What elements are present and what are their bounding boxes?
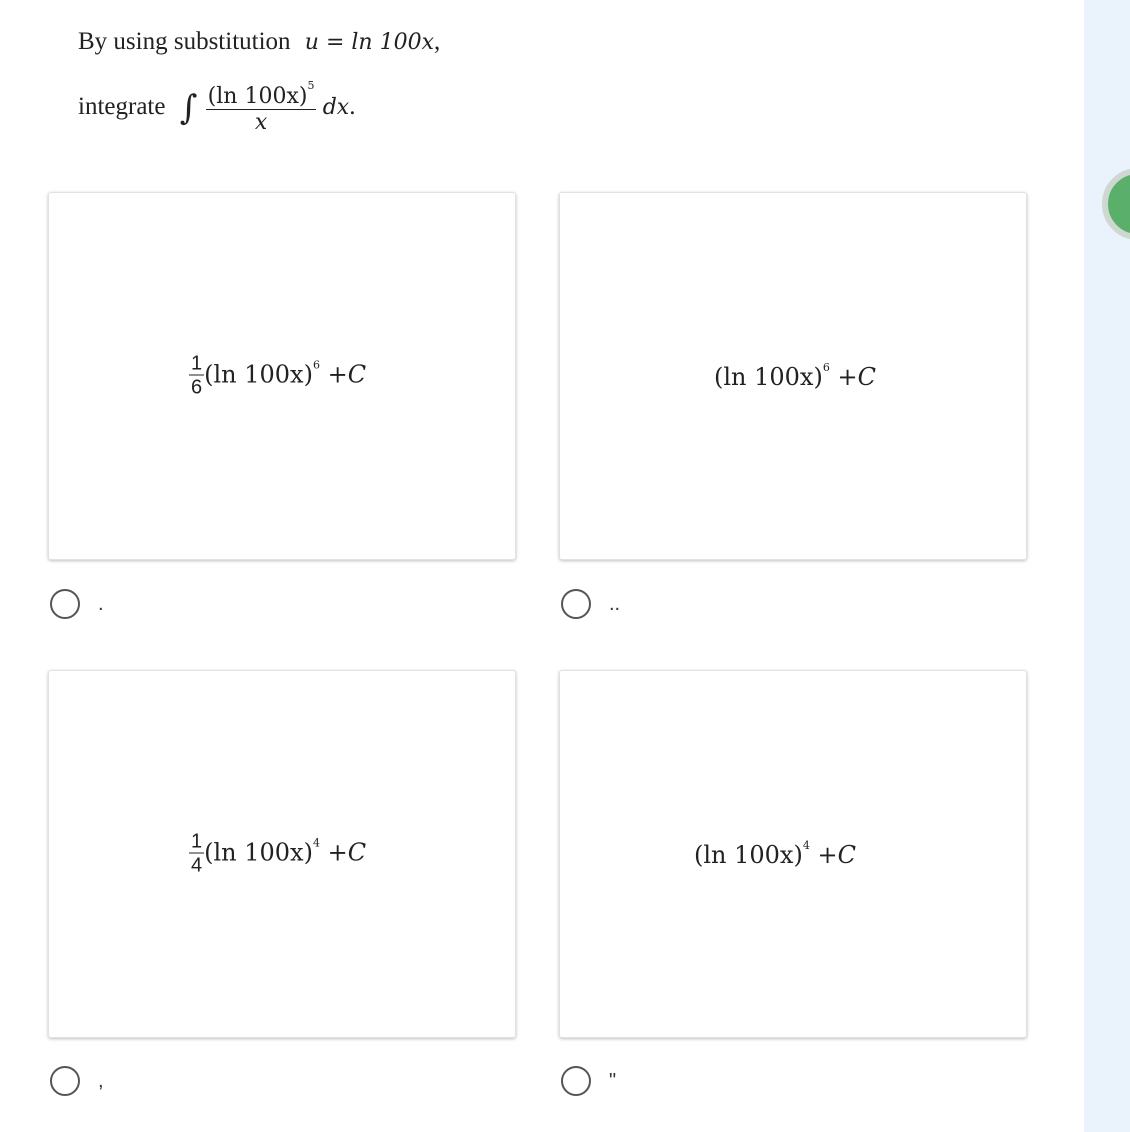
option-c-expression: $\frac{1}{4}$ (ln 100x)$^4$ +C [191,830,367,877]
option-c-coefficient: $\frac{1}{4}$ [191,830,203,877]
differential: dx [322,95,350,121]
option-a-radio[interactable] [50,589,80,619]
option-a-expression: $\frac{1}{6}$ (ln 100x)$^6$ +C [191,352,367,399]
option-c-radio[interactable] [50,1066,80,1096]
end-punct: . [349,93,356,121]
option-c-row[interactable] [50,1066,104,1096]
option-d-row[interactable] [561,1066,616,1096]
integrand-numerator: (ln 100x)$^5$ [207,79,315,109]
integrand-denominator: x [254,110,268,136]
option-card-c[interactable] [48,670,516,1038]
option-c-label: , [98,1069,104,1092]
substitution-expression: u = ln 100x [304,30,434,55]
option-b-row[interactable] [561,589,620,619]
integral-sign-icon: ∫ [179,88,198,129]
option-card-d[interactable] [559,670,1027,1038]
option-a-row[interactable] [50,589,104,619]
integrate-word: integrate [78,93,166,121]
option-a-coefficient: $\frac{1}{6}$ [191,352,203,399]
integrand-fraction [206,80,317,137]
question-line-2 [78,80,355,160]
option-b-expression: (ln 100x)$^6$ +C [714,361,876,391]
option-d-radio[interactable] [561,1066,591,1096]
substitution-end: , [433,28,441,55]
option-b-label: .. [609,592,621,615]
option-a-label: . [98,592,104,615]
question-prefix: By using substitution [78,28,291,55]
option-d-expression: (ln 100x)$^4$ +C [694,839,856,869]
chat-bubble-icon[interactable] [1102,168,1130,240]
option-card-b[interactable] [559,192,1027,560]
question-line-1 [78,28,440,56]
option-d-label: " [609,1069,617,1092]
option-card-a[interactable] [48,192,516,560]
option-b-radio[interactable] [561,589,591,619]
